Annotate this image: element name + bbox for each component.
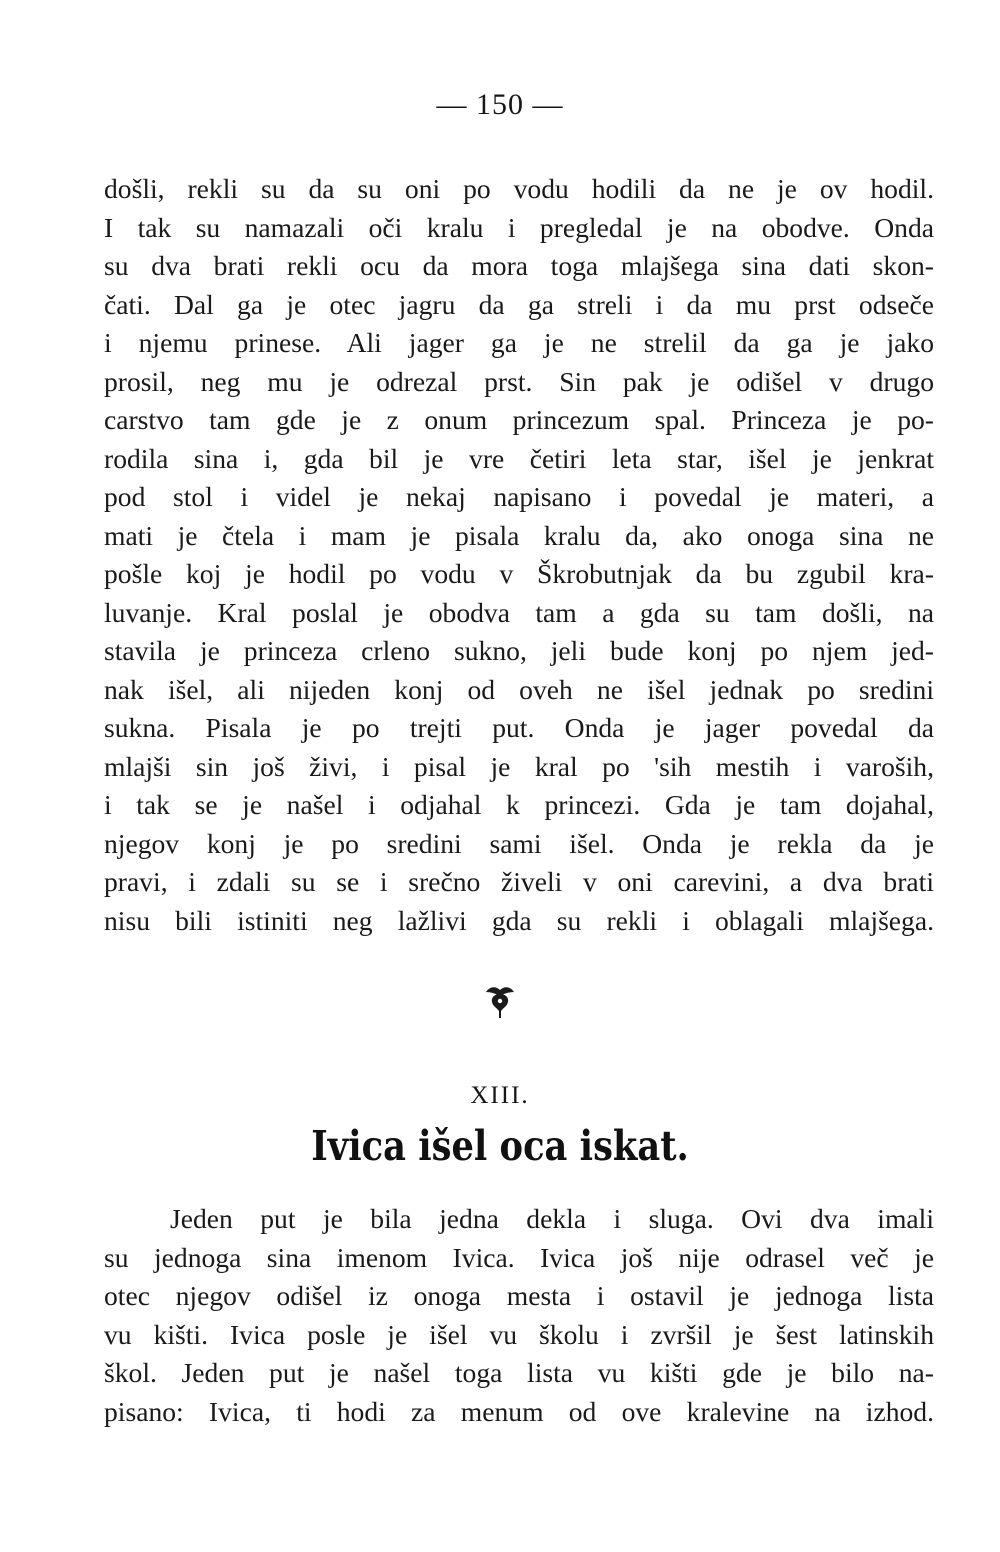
text-line: su dva brati rekli ocu da mora toga mlajšega sina dati skon- [104, 250, 934, 281]
text-line: carstvo tam gde je z onum princezum spal. Princeza je po- [104, 404, 934, 435]
text-line: i tak se je našel i odjahal k princezi. Gda je tam dojahal, [104, 789, 934, 820]
text-line: nisu bili istiniti neg lažlivi gda su rekli i oblagali mlajšega. [104, 904, 934, 936]
text-line: pravi, i zdali su se i srečno živeli v oni carevini, a dva brati [104, 866, 934, 897]
text-line: mlajši sin još živi, i pisal je kral po 'sih mestih i varoših, [104, 750, 934, 782]
text-line: mati je čtela i mam je pisala kralu da, ako onoga sina ne [104, 519, 934, 551]
story-paragraph [104, 1200, 934, 1431]
text-line: i njemu prinese. Ali jager ga je ne strelil da ga je jako [104, 327, 934, 358]
text-line: vu kišti. Ivica posle je išel vu školu i zvršil je šest latinskih [104, 1318, 934, 1350]
chapter-title: Ivica išel oca iskat. [311, 1122, 689, 1170]
text-line: pisano: Ivica, ti hodi za menum od ove kralevine na izhod. [104, 1395, 934, 1427]
page-number: — 150 — [436, 88, 564, 121]
text-line: sukna. Pisala je po trejti put. Onda je jager povedal da [104, 712, 934, 743]
text-line: nak išel, ali nijeden konj od oveh ne išel jednak po sredini [104, 673, 934, 705]
chapter-number: XIII. [470, 1082, 530, 1109]
text-line: stavila je princeza crleno sukno, jeli bude konj po njem jed- [104, 635, 934, 666]
text-line: otec njegov odišel iz onoga mesta i ostavil je jednoga lista [104, 1280, 934, 1311]
text-line: su jednoga sina imenom Ivica. Ivica još nije odrasel več je [104, 1241, 934, 1273]
text-line: njegov konj je po sredini sami išel. Onda je rekla da je [104, 827, 934, 859]
text-line: Jeden put je bila jedna dekla i sluga. Ovi dva imali [170, 1203, 934, 1234]
text-line: škol. Jeden put je našel toga lista vu kišti gde je bilo na- [104, 1357, 934, 1388]
text-line: I tak su namazali oči kralu i pregledal je na obodve. Onda [104, 211, 934, 243]
text-line: prosil, neg mu je odrezal prst. Sin pak je odišel v drugo [104, 365, 934, 397]
text-line: pod stol i videl je nekaj napisano i povedal je materi, a [104, 481, 934, 512]
text-line: rodila sina i, gda bil je vre četiri leta star, išel je jenkrat [104, 442, 934, 474]
section-ornament [0, 970, 1000, 1030]
text-line: čati. Dal ga je otec jagru da ga streli i da mu prst odseče [104, 288, 934, 320]
fleuron-icon [480, 980, 520, 1020]
continuation-paragraph [104, 170, 934, 940]
text-line: došli, rekli su da su oni po vodu hodili da ne je ov hodil. [104, 173, 934, 204]
text-line: luvanje. Kral poslal je obodva tam a gda su tam došli, na [104, 596, 934, 628]
text-line: pošle koj je hodil po vodu v Škrobutnjak da bu zgubil kra- [104, 558, 934, 589]
